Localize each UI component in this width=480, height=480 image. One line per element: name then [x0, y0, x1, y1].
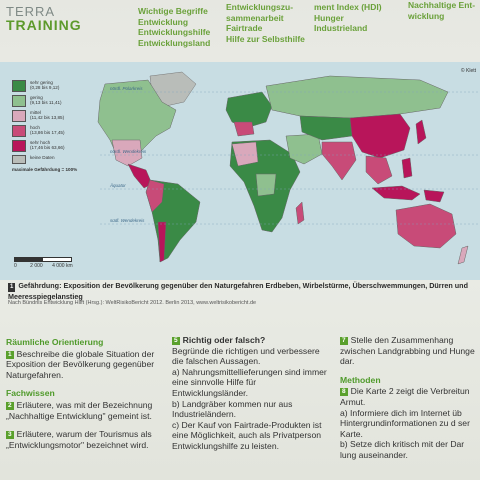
- legend-item: [12, 155, 102, 164]
- legend-range: (11,42 bis 13,85): [30, 115, 65, 121]
- legend-range: (0,28 bis 9,12): [30, 85, 60, 91]
- caption-text: Gefährdung: Exposition der Bevölkerung gegenüber den Naturgefahren Erdbeben, Wirbelstürme, Überschwemmungen, Dürren und Meeresspiegelanstieg: [8, 281, 468, 301]
- task-8: [340, 386, 480, 407]
- legend-label: sehr hoch: [30, 140, 51, 145]
- figure-number: 1: [10, 284, 14, 290]
- keyword: ment Index (HDI): [314, 2, 382, 12]
- task-3: [6, 429, 164, 450]
- keyword: Wichtige Begriffe: [138, 6, 208, 16]
- map-caption: [8, 281, 472, 301]
- tasks-column-2: [172, 335, 332, 452]
- legend-label: gering: [30, 95, 43, 100]
- keyword: Entwicklungszu-: [226, 2, 294, 12]
- scale-label: 4 000 km: [52, 263, 73, 269]
- task-number: 8: [342, 388, 346, 396]
- legend-label: mittel: [30, 110, 41, 115]
- task-8-a: a) Informiere dich im Internet üb Hintergrundinformationen zu d ser Karte.: [340, 407, 470, 439]
- statement-c: c) Der Kauf von Fairtrade-Produkten ist eine Möglichkeit, auch als Privatperson Entwicklungshilfe zu leisten.: [172, 419, 322, 451]
- keyword: sammenarbeit: [226, 12, 284, 23]
- keyword: wicklung: [408, 10, 445, 21]
- tasks-column-3: [340, 335, 480, 461]
- keyword: Industrieland: [314, 23, 368, 33]
- legend-range: (17,46 bis 63,66): [30, 145, 65, 151]
- legend-item: [12, 110, 102, 122]
- keyword: Nachhaltige Ent-: [408, 0, 476, 10]
- task-title: Richtig oder falsch?: [182, 335, 266, 345]
- scale-label: 0: [14, 263, 17, 269]
- legend-range: (13,86 bis 17,45): [30, 130, 65, 136]
- keyword: Hunger: [314, 12, 344, 23]
- scale-label: 2 000: [30, 263, 43, 269]
- legend-swatch: [12, 95, 26, 107]
- task-1: [6, 349, 164, 381]
- brand-terra: TERRA: [6, 4, 56, 19]
- task-text: Stelle den Zusammenhang zwischen Landgrabbing und Hunge dar.: [340, 335, 475, 367]
- legend-note: maximale Gefährdung = 100%: [12, 167, 78, 172]
- task-5-title: [172, 335, 332, 346]
- task-number: 5: [174, 337, 178, 344]
- keyword: Entwicklungsland: [138, 37, 211, 48]
- legend-range: (9,13 bis 11,41): [30, 100, 62, 106]
- legend-swatch: [12, 155, 26, 164]
- task-number: 1: [8, 350, 12, 358]
- task-text: Erläutere, warum der Tourismus als „Entwicklungsmotor" bezeichnet wird.: [6, 429, 152, 450]
- legend-label: keine Daten: [30, 155, 55, 160]
- keyword: Entwicklung: [138, 16, 189, 27]
- latitude-label: nördl. Polarkreis: [110, 86, 143, 91]
- legend-item: [12, 95, 102, 107]
- task-text: Erläutere, was mit der Bezeichnung „Nachhaltige Entwicklung" gemeint ist.: [6, 399, 153, 421]
- brand-training: TRAINING: [6, 17, 82, 33]
- task-8-b: b) Setze dich kritisch mit der Dar lung auseinander.: [340, 439, 465, 460]
- world-risk-map: [0, 62, 480, 280]
- legend-item: [12, 125, 102, 137]
- keywords-column-1: [138, 6, 210, 48]
- task-7: [340, 335, 480, 367]
- statement-b: b) Landgräber kommen nur aus Industrieländern.: [172, 398, 293, 420]
- legend-label: sehr gering: [30, 80, 53, 85]
- scale-bar: [14, 257, 72, 262]
- keywords-column-4: [408, 0, 475, 21]
- keyword: Fairtrade: [226, 23, 263, 33]
- map-legend: [12, 80, 102, 172]
- task-number: 3: [8, 431, 12, 439]
- legend-swatch: [12, 80, 26, 92]
- section-heading: Methoden: [340, 374, 381, 385]
- keyword: Hilfe zur Selbsthilfe: [226, 33, 305, 44]
- legend-swatch: [12, 125, 26, 137]
- latitude-label: südl. Wendekreis: [110, 218, 145, 223]
- keywords-column-3: [314, 2, 382, 34]
- task-number: 2: [8, 401, 12, 409]
- map-scale: [14, 257, 73, 269]
- latitude-label: nördl. Wendekreis: [110, 149, 147, 154]
- statement-a: a) Nahrungsmittellieferungen sind immer eine sinnvolle Hilfe für Entwicklungsländer.: [172, 366, 327, 398]
- legend-item: [12, 140, 102, 152]
- tasks-column-1: [6, 337, 164, 450]
- map-copyright: © Klett: [460, 68, 476, 74]
- task-number: 7: [342, 337, 346, 344]
- map-source: Nach Bündnis Entwicklung Hilft (Hrsg.): WeltRisikoBericht 2012. Berlin 2013, www.weltrisikobericht.de: [8, 300, 257, 306]
- task-text: Die Karte 2 zeigt die Verbreitun Armut.: [340, 386, 470, 407]
- legend-swatch: [12, 110, 26, 122]
- keywords-column-2: [226, 2, 305, 44]
- task-2: [6, 400, 164, 421]
- latitude-label: Äquator: [110, 183, 126, 188]
- task-5-intro: Begründe die richtigen und verbessere die falschen Aussagen.: [172, 345, 320, 367]
- legend-swatch: [12, 140, 26, 152]
- legend-label: hoch: [30, 125, 40, 130]
- section-heading: Räumliche Orientierung: [6, 337, 104, 347]
- keyword: Entwicklungshilfe: [138, 27, 211, 37]
- legend-item: [12, 80, 102, 92]
- section-heading: Fachwissen: [6, 388, 55, 399]
- task-text: Beschreibe die globale Situation der Exposition der Bevölkerung gegenüber Naturgefahren.: [6, 348, 155, 380]
